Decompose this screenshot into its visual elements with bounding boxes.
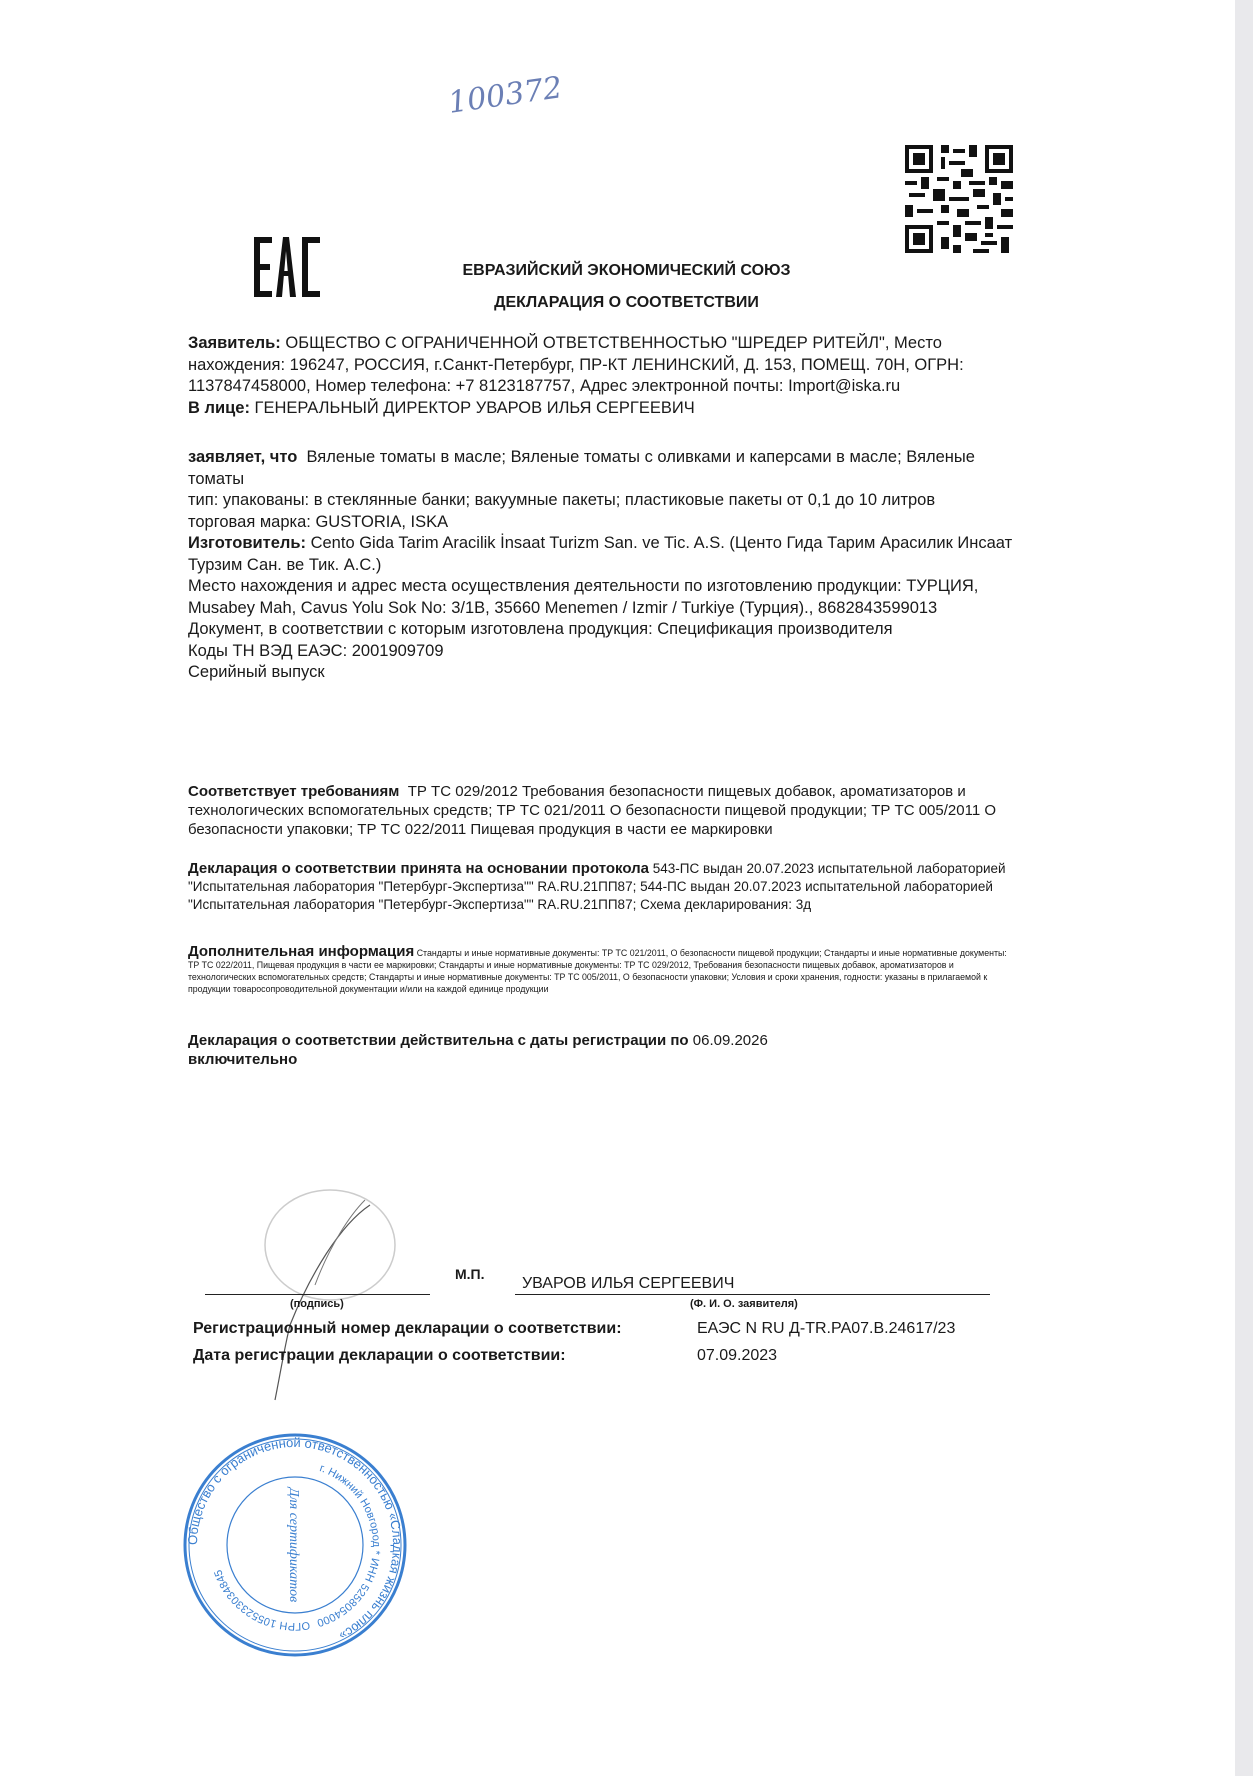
qr-code bbox=[905, 145, 1013, 253]
product-codes: Коды ТН ВЭД ЕАЭС: 2001909709 bbox=[188, 641, 444, 660]
manufacturer-text: Cento Gida Tarim Aracilik İnsaat Turizm San. ve Tic. A.S. (Центо Гида Тарим Арасилик Инсаат Турзим Сан. ве Тик. А.С.) bbox=[188, 534, 1013, 574]
stamp-inner-bottom: ОГРН 1055233034845 bbox=[212, 1568, 311, 1633]
applicant-name: УВАРОВ ИЛЬЯ СЕРГЕЕВИЧ bbox=[522, 1275, 735, 1292]
product-section bbox=[188, 447, 1018, 684]
basis-label: Декларация о соответствии принята на основании протокола bbox=[188, 860, 649, 877]
name-line bbox=[515, 1294, 990, 1295]
basis-section bbox=[188, 860, 1018, 914]
validity-section bbox=[188, 1031, 888, 1069]
validity-suffix: включительно bbox=[188, 1051, 298, 1068]
signature-caption: (подпись) bbox=[290, 1298, 344, 1310]
additional-section bbox=[188, 943, 1018, 995]
reg-date: 07.09.2023 bbox=[697, 1347, 778, 1364]
handwritten-number: 100372 bbox=[446, 70, 565, 121]
compliance-text: ТР ТС 029/2012 Требования безопасности пищевых добавок, ароматизаторов и технологических вспомогательных средств; ТР ТС 021/2011 О безопасности пищевой продукции; ТР ТС 005/2011 О безопасности упаковки; ТР ТС 022/2011 Пищевая продукция в части ее маркировки bbox=[188, 783, 997, 838]
product-document: Документ, в соответствии с которым изготовлена продукция: Спецификация производителя bbox=[188, 620, 893, 638]
compliance-label: Соответствует требованиям bbox=[188, 783, 400, 800]
applicant-text: ОБЩЕСТВО С ОГРАНИЧЕННОЙ ОТВЕТСТВЕННОСТЬЮ "ШРЕДЕР РИТЕЙЛ", Место нахождения: 196247, РОССИЯ, г.Санкт-Петербург, ПР-КТ ЛЕНИНСКИЙ, Д. 153, ПОМЕЩ. 70Н, ОГРН: 1137847458000, Номер телефона: +7 8123187757, Адрес электронной почты: Import@iska.ru bbox=[188, 334, 964, 395]
additional-text: Стандарты и иные нормативные документы: ТР ТС 021/2011, О безопасности пищевой продукции; Стандарты и иные нормативные документы: ТР ТС 022/2011, Пищевая продукция в части ее маркировки; Стандарты и иные нормативные документы: ТР ТС 029/2012, Требования безопасности пищевых добавок, ароматизаторов и технологических вспомогательных средств; Стандарты и иные нормативные документы: ТР ТС 005/2011, О безопасности упаковки; Условия и сроки хранения, годности: указаны в прилагаемой к продукции товаросопроводительной документации и/или на каждой единице продукции bbox=[188, 948, 1007, 994]
product-series: Серийный выпуск bbox=[188, 663, 325, 681]
manufacturer-label: Изготовитель: bbox=[188, 534, 306, 552]
person-label: В лице: bbox=[188, 398, 250, 417]
stamp-inner-top: г. Нижний Новгород * ИНН 5258054000 bbox=[315, 1462, 383, 1629]
reg-date-label: Дата регистрации декларации о соответствии: bbox=[193, 1347, 566, 1364]
validity-label: Декларация о соответствии действительна с даты регистрации по bbox=[188, 1032, 689, 1049]
applicant-section bbox=[188, 333, 1018, 419]
signature-line bbox=[205, 1294, 430, 1295]
person-text: ГЕНЕРАЛЬНЫЙ ДИРЕКТОР УВАРОВ ИЛЬЯ СЕРГЕЕВИЧ bbox=[254, 398, 695, 417]
declares-label: заявляет, что bbox=[188, 448, 298, 466]
declares-text: Вяленые томаты в масле; Вяленые томаты с оливками и каперсами в масле; Вяленые томаты bbox=[188, 448, 975, 488]
validity-date: 06.09.2026 bbox=[692, 1032, 768, 1049]
compliance-section bbox=[188, 782, 1018, 839]
product-type: тип: упакованы: в стеклянные банки; вакуумные пакеты; пластиковые пакеты от 0,1 до 10 литров bbox=[188, 491, 936, 509]
manufacturer-location: Место нахождения и адрес места осуществления деятельности по изготовлению продукции: ТУРЦИЯ, Musabey Mah, Cavus Yolu Sok No: 3/1B, 35660 Menemen / Izmir / Turkiye (Турция)., 8682843599013 bbox=[188, 577, 979, 617]
applicant-label: Заявитель: bbox=[188, 334, 281, 352]
document-title: ДЕКЛАРАЦИЯ О СООТВЕТСТВИИ bbox=[494, 294, 759, 311]
name-caption: (Ф. И. О. заявителя) bbox=[690, 1298, 798, 1310]
reg-number: ЕАЭС N RU Д-TR.РА07.В.24617/23 bbox=[697, 1320, 956, 1337]
company-stamp bbox=[180, 1430, 410, 1660]
union-title: ЕВРАЗИЙСКИЙ ЭКОНОМИЧЕСКИЙ СОЮЗ bbox=[462, 262, 791, 279]
basis-text: 543-ПС выдан 20.07.2023 испытательной лабораторией "Испытательная лаборатория "Петербург-Экспертиза"" RA.RU.21ПП87; 544-ПС выдан 20.07.2023 испытательной лабораторией "Испытательная лаборатория "Петербург-Экспертиза"" RA.RU.21ПП87; Схема декларирования: 3д bbox=[188, 861, 1006, 912]
product-brand: торговая марка: GUSTORIA, ISKA bbox=[188, 512, 449, 531]
mp-label: М.П. bbox=[455, 1266, 485, 1282]
reg-number-label: Регистрационный номер декларации о соответствии: bbox=[193, 1320, 622, 1337]
stamp-center-text: Для сертификатов bbox=[286, 1487, 301, 1603]
additional-label: Дополнительная информация bbox=[188, 943, 415, 960]
stamp-outer-text: Общество с ограниченной ответственностью «Сладкая жизнь плюс» bbox=[184, 1434, 406, 1644]
signature-scribble bbox=[250, 1185, 410, 1405]
